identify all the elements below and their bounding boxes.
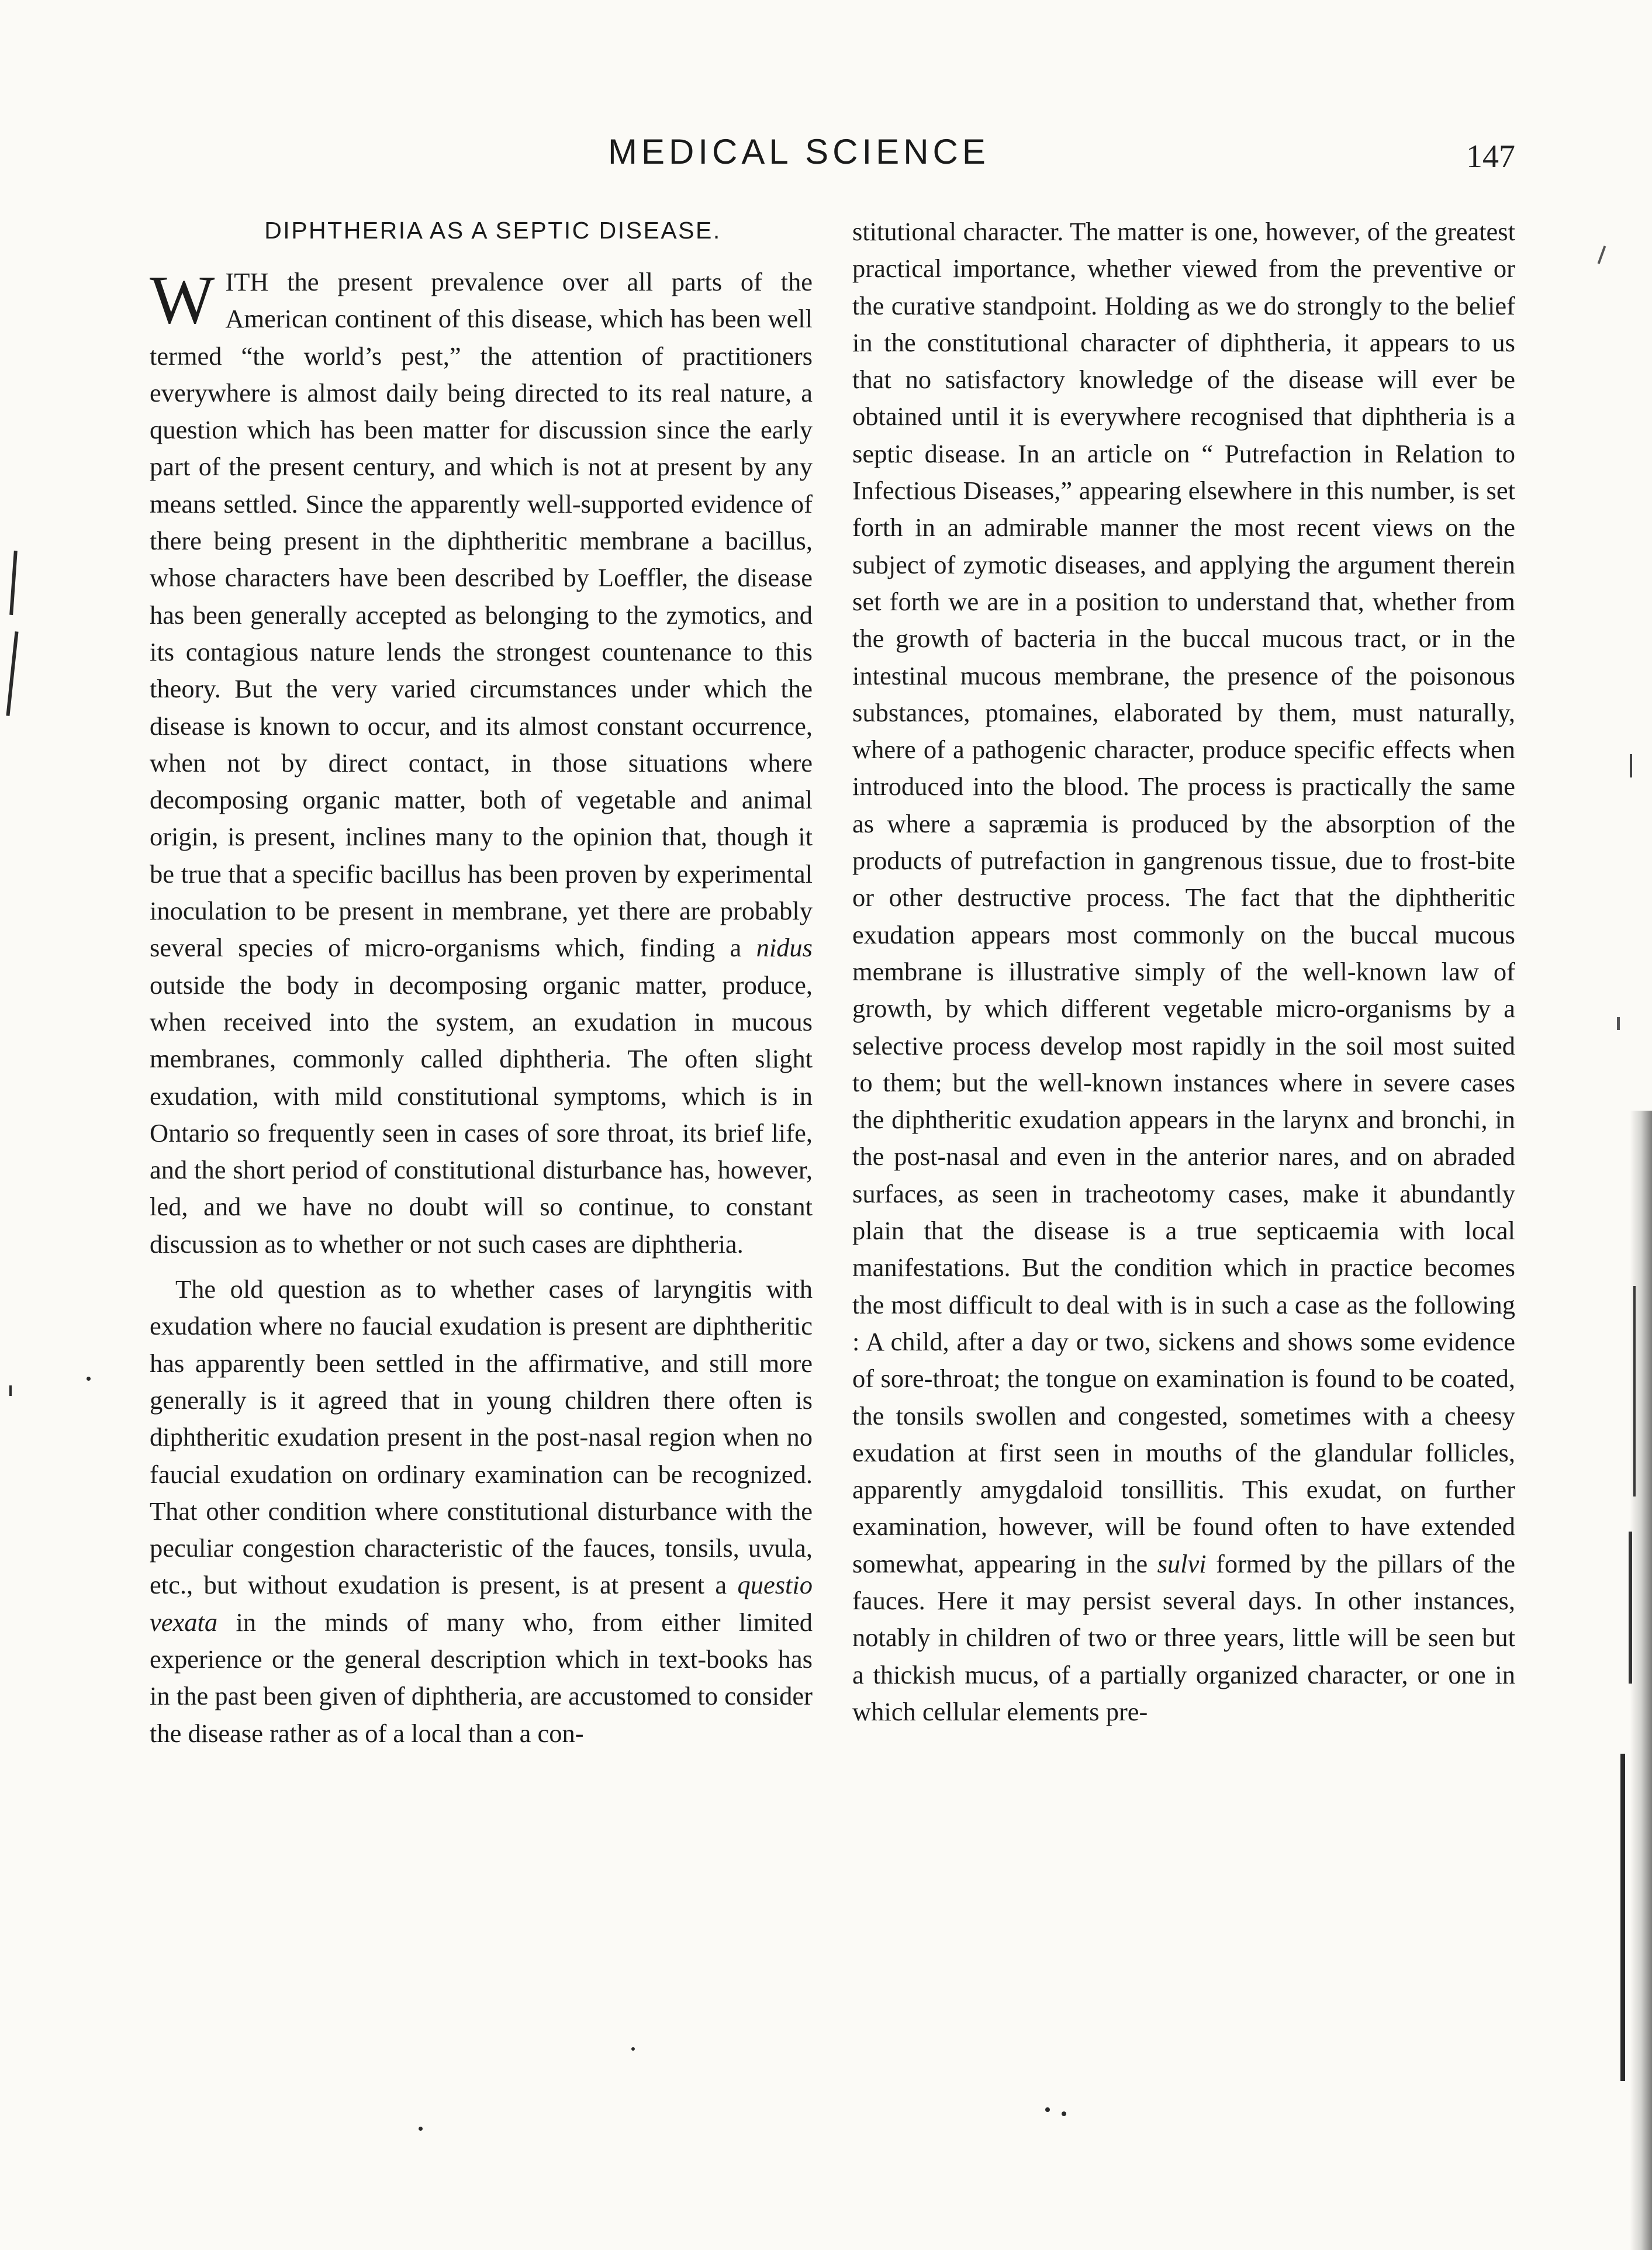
right-column — [852, 213, 1515, 1730]
paragraph-1-end: outside the body in decomposing organic matter, produce, when received into the system, an exudation in mucous membranes, commonly called diphtheria. The often slight exudation, with mild constitutional symptoms, which is in Ontario so frequently seen in cases of sore throat, its brief life, and the short period of constitutional disturbance has, however, led, and we have no doubt will so continue, to constant discussion as to whether or not such cases are diphtheria. — [150, 970, 813, 1259]
left-column — [150, 213, 813, 1752]
running-title: MEDICAL SCIENCE — [608, 132, 990, 171]
article-title: DIPHTHERIA AS A SEPTIC DISEASE. — [264, 217, 721, 244]
bottom-speck-4 — [631, 2047, 635, 2051]
nidus-term: nidus — [756, 933, 813, 963]
right-edge-mark-2 — [1617, 1017, 1620, 1030]
bottom-speck-3 — [419, 2127, 423, 2131]
questio-vexata-term: questio vexata — [150, 1570, 813, 1637]
paragraph-1 — [150, 261, 813, 1263]
paragraph-1-text: ITH the present prevalence over all parts of the American continent of this disease, which has been well termed “the world’s pest,” the attention of practitioners everywhere is almost daily being directed to its real nature, a question which has been matter for discussion since the early part of the present century, and which is not at present by any means settled. Since the apparently well-supported evidence of there being present in the diphtheritic membrane a bacillus, whose characters have been described by Loeffler, the disease has been generally accepted as belonging to the zymotics, and its contagious nature lends the strongest countenance to this theory. But the very varied circumstances under which the disease is known to occur, and its almost constant occurrence, when not by direct contact, in those situations where decomposing organic matter, both of vegetable and animal origin, is present, inclines many to the opinion that, though it be true that a specific bacillus has been proven by experimental inoculation to be present in membrane, yet there are probably several species of micro-organisms which, finding a — [150, 267, 813, 963]
paragraph-2-end: in the minds of many who, from either limited experience or the general description which in text-books has in the past been given of diphtheria, are accustomed to consider the disease rather as of a local than a con- — [150, 1607, 813, 1748]
continued-text: stitutional character. The matter is one, however, of the greatest practical importance, whether viewed from the preventive or the curative standpoint. Holding as we do strongly to the belief in the constitutional character of diphtheria, it appears to us that no satisfactory knowledge of the disease will ever be obtained until it is everywhere recognised that diphtheria is a septic disease. In an article on “ Putrefaction in Relation to Infectious Diseases,” appearing elsewhere in this number, is set forth in an admirable manner the most recent views on the subject of zymotic diseases, and applying the argument therein set forth we are in a position to understand that, whether from the growth of bacteria in the buccal mucous tract, or in the intestinal mucous membrane, the presence of the poisonous substances, ptomaines, elaborated by them, must naturally, where of a pathogenic character, produce specific effects when introduced into the blood. The process is practically the same as where a sapræmia is produced by the absorption of the products of putrefaction in gangrenous tissue, due to frost-bite or other destructive process. The fact that the diphtheritic exudation appears most commonly on the buccal mucous membrane is illustrative simply of the well-known law of growth, by which different vegetable micro-organisms by a selective process develop most rapidly in the soil most suited to them; but the well-known instances where in severe cases the diphtheritic exudation appears in the larynx and bronchi, in the post-nasal and even in the anterior nares, and on abraded surfaces, as seen in tracheotomy cases, make it abundantly plain that the disease is a true septicaemia with local manifestations. But the condition which in practice becomes the most difficult to deal with is in such a case as the following : A child, after a day or two, sickens and shows some evidence of sore-throat; the tongue on examination is found to be coated, the tonsils swollen and congested, sometimes with a cheesy exudation at first seen in mouths of the glandular follicles, apparently amygdaloid tonsillitis. This exudat, on further examination, however, will be found often to have extended somewhat, appearing in the — [852, 217, 1515, 1578]
drop-cap: W — [150, 261, 215, 338]
paragraph-continued — [852, 213, 1515, 1730]
right-edge-mark-3 — [1598, 246, 1606, 264]
bottom-speck-2 — [1062, 2111, 1066, 2116]
margin-mark-upper — [9, 551, 18, 615]
margin-speck-2 — [9, 1385, 12, 1396]
binding-shadow — [1630, 1111, 1652, 2250]
margin-speck-1 — [87, 1377, 91, 1381]
paragraph-2-text: The old question as to whether cases of laryngitis with exudation where no faucial exudation is present are diphtheritic has apparently been settled in the affirmative, and still more generally is it agreed that in young children there often is diphtheritic exudation present in the post-nasal region when no faucial exudation on ordinary examination can be recognized. That other condition where constitutional disturbance with the peculiar congestion characteristic of the fauces, tonsils, uvula, etc., but without exudation is present, is at present a — [150, 1274, 813, 1600]
paragraph-2 — [150, 1271, 813, 1752]
page-number: 147 — [1466, 139, 1515, 175]
margin-mark-lower — [6, 631, 18, 716]
right-edge-mark-1 — [1630, 754, 1632, 777]
bottom-speck-1 — [1045, 2107, 1050, 2112]
sulvi-term: sulvi — [1157, 1549, 1207, 1578]
right-edge-mark-5 — [1620, 1754, 1625, 2081]
continued-end: formed by the pillars of the fauces. Here it may persist several days. In other instances, notably in children of two or three years, little will be seen but a thickish mucus, of a partially organized character, or one in which cellular elements pre- — [852, 1549, 1516, 1726]
